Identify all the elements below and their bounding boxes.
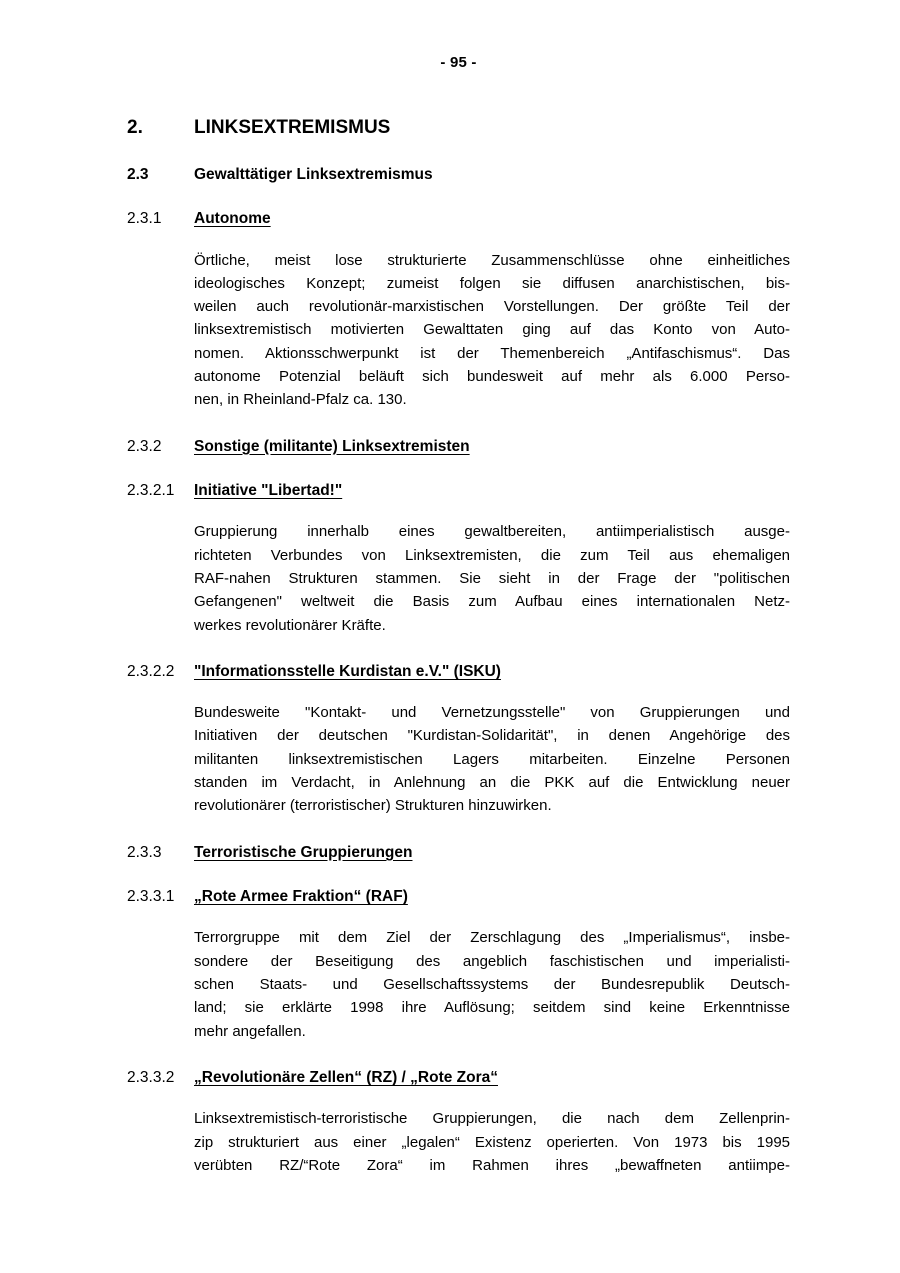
text-line: Linksextremistisch-terroristische Gruppierungen, die nach dem Zellenprin- <box>194 1110 790 1128</box>
section-number: 2.3.1 <box>127 210 162 228</box>
text-line: Terrorgruppe mit dem Ziel der Zerschlagung des „Imperialismus“, insbe- <box>194 929 790 947</box>
text-line: zip strukturiert aus einer „legalen“ Existenz operierten. Von 1973 bis 1995 <box>194 1133 790 1151</box>
section-number: 2.3.3.2 <box>127 1068 175 1086</box>
text-line: ideologisches Konzept; zumeist folgen sie diffusen anarchistischen, bis- <box>194 274 790 292</box>
document-content <box>127 116 790 1177</box>
section-heading <box>127 843 790 862</box>
section <box>127 1068 790 1177</box>
paragraph <box>194 1107 790 1177</box>
paragraph <box>194 701 790 817</box>
text-line: mehr angefallen. <box>194 1022 306 1040</box>
section <box>127 662 790 818</box>
section-heading <box>127 437 790 456</box>
text-line: RAF-nahen Strukturen stammen. Sie sieht in der Frage der "politischen <box>194 569 790 587</box>
text-line: Örtliche, meist lose strukturierte Zusammenschlüsse ohne einheitliches <box>194 251 790 269</box>
text-line: Gruppierung innerhalb eines gewaltbereiten, antiimperialistisch ausge- <box>194 523 790 541</box>
section <box>127 165 790 184</box>
text-line: militanten linksextremistischen Lagers mitarbeiten. Einzelne Personen <box>194 750 790 768</box>
section-title: „Rote Armee Fraktion“ (RAF) <box>194 888 408 906</box>
text-line: Initiativen der deutschen "Kurdistan-Solidarität", in denen Angehörige des <box>194 727 790 745</box>
section-number: 2. <box>127 117 143 138</box>
text-line: sondere der Beseitigung des angeblich faschistischen und imperialisti- <box>194 952 790 970</box>
paragraph <box>194 520 790 636</box>
section-body <box>127 926 790 1042</box>
section-number: 2.3.3 <box>127 843 162 861</box>
text-line: weilen auch revolutionär-marxistischen Vorstellungen. Der größte Teil der <box>194 298 790 316</box>
section <box>127 116 790 140</box>
section-title: Gewalttätiger Linksextremismus <box>194 165 433 183</box>
section-number: 2.3 <box>127 165 149 183</box>
text-line: werkes revolutionärer Kräfte. <box>194 616 386 634</box>
text-line: nen, in Rheinland-Pfalz ca. 130. <box>194 391 407 409</box>
section <box>127 481 790 637</box>
section-heading <box>127 662 790 681</box>
section <box>127 887 790 1043</box>
section-heading <box>127 165 790 184</box>
text-line: autonome Potenzial beläuft sich bundesweit auf mehr als 6.000 Perso- <box>194 367 790 385</box>
text-line: Bundesweite "Kontakt- und Vernetzungsstelle" von Gruppierungen und <box>194 704 790 722</box>
text-line: land; sie erklärte 1998 ihre Auflösung; seitdem sind keine Erkenntnisse <box>194 999 790 1017</box>
section-title: Sonstige (militante) Linksextremisten <box>194 437 470 455</box>
section-title: "Informationsstelle Kurdistan e.V." (ISKU) <box>194 662 501 680</box>
section <box>127 843 790 862</box>
section-body <box>127 520 790 636</box>
section-title: Initiative "Libertad!" <box>194 481 343 499</box>
section-body <box>127 701 790 817</box>
text-line: linksextremistisch motivierten Gewalttaten ging auf das Konto von Auto- <box>194 321 790 339</box>
section-heading <box>127 481 790 500</box>
page-number: - 95 - <box>440 54 477 71</box>
section <box>127 209 790 411</box>
section-title: Terroristische Gruppierungen <box>194 843 413 861</box>
section-title: LINKSEXTREMISMUS <box>194 117 391 138</box>
section-number: 2.3.2.1 <box>127 481 175 499</box>
section-heading <box>127 116 790 140</box>
section-number: 2.3.2.2 <box>127 662 175 680</box>
text-line: revolutionärer (terroristischer) Strukturen hinzuwirken. <box>194 797 552 815</box>
text-line: nomen. Aktionsschwerpunkt ist der Themenbereich „Antifaschismus“. Das <box>194 344 790 362</box>
text-line: Gefangenen" weltweit die Basis zum Aufbau eines internationalen Netz- <box>194 593 790 611</box>
paragraph <box>194 249 790 412</box>
section-number: 2.3.2 <box>127 437 162 455</box>
text-line: richteten Verbundes von Linksextremisten, die zum Teil aus ehemaligen <box>194 546 790 564</box>
section-body <box>127 1107 790 1177</box>
text-line: verübten RZ/“Rote Zora“ im Rahmen ihres „bewaffneten antiimpe- <box>194 1156 790 1174</box>
section-title: „Revolutionäre Zellen“ (RZ) / „Rote Zora“ <box>194 1068 498 1086</box>
section-heading <box>127 887 790 906</box>
text-line: schen Staats- und Gesellschaftssystems der Bundesrepublik Deutsch- <box>194 976 790 994</box>
section-body <box>127 249 790 412</box>
section-title: Autonome <box>194 210 271 228</box>
section-heading <box>127 209 790 228</box>
section-heading <box>127 1068 790 1087</box>
section-number: 2.3.3.1 <box>127 888 175 906</box>
text-line: standen im Verdacht, in Anlehnung an die PKK auf die Entwicklung neuer <box>194 774 790 792</box>
paragraph <box>194 926 790 1042</box>
section <box>127 437 790 456</box>
